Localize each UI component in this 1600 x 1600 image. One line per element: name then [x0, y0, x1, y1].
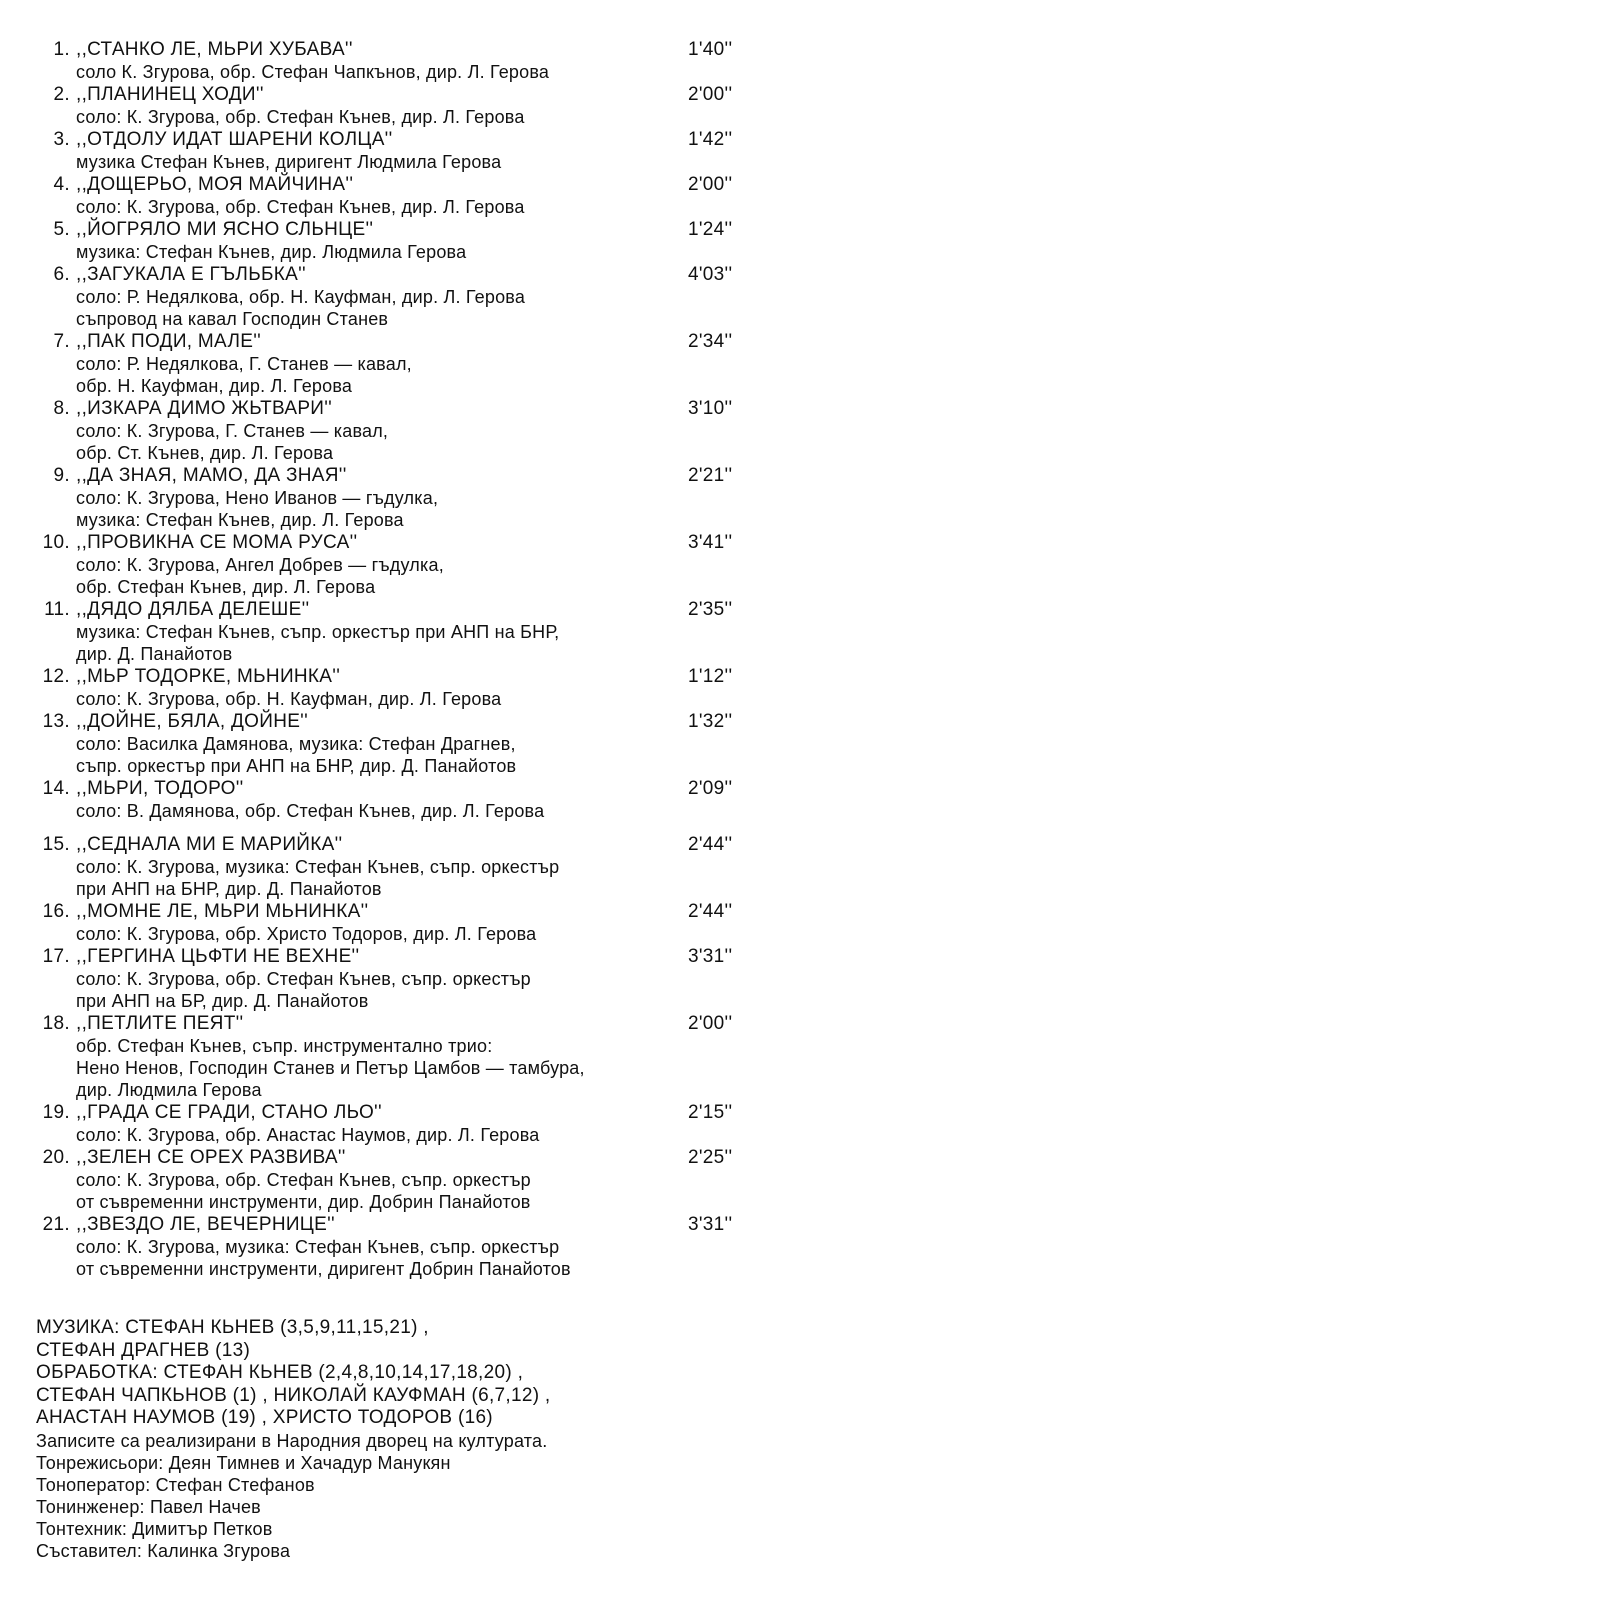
track-title-line [0, 1012, 760, 1035]
track-credit-line: соло: К. Згурова, Нено Иванов — гъдулка, [76, 488, 439, 508]
track-duration: 1'40'' [688, 39, 733, 60]
track-duration: 1'12'' [688, 666, 733, 687]
track-credit-line: дир. Людмила Герова [76, 1080, 262, 1100]
track-item [0, 777, 760, 822]
track-credit-line: дир. Д. Панайотов [76, 644, 233, 664]
track-duration: 4'03'' [688, 264, 733, 285]
track-credit-line: соло: К. Згурова, обр. Стефан Кънев, дир. Л. Герова [76, 197, 525, 217]
track-credit-line: обр. Ст. Кънев, дир. Л. Герова [76, 443, 334, 463]
track-title-line [0, 945, 760, 968]
credit-note-line: Тоноператор: Стефан Стефанов [36, 1474, 315, 1495]
track-title-line [0, 710, 760, 733]
track-title-line [0, 173, 760, 196]
track-title: ,,СТАНКО ЛЕ, МЬРИ ХУБАВА'' [76, 39, 353, 60]
track-title: ,,ГРАДА СЕ ГРАДИ, СТАНО ЛЬО'' [76, 1102, 382, 1123]
track-title: ,,ЙОГРЯЛО МИ ЯСНО СЛЬНЦЕ'' [76, 219, 374, 240]
track-number: 7. [53, 331, 70, 352]
track-item [0, 330, 760, 397]
track-title: ,,ДА ЗНАЯ, МАМО, ДА ЗНАЯ'' [76, 465, 347, 486]
track-duration: 2'34'' [688, 331, 733, 352]
track-number: 13. [42, 711, 70, 732]
credit-caps-line: АНАСТАН НАУМОВ (19) , ХРИСТО ТОДОРОВ (16) [36, 1407, 493, 1428]
track-credit-line: соло: К. Згурова, обр. Стефан Кънев, дир. Л. Герова [76, 107, 525, 127]
track-credit-line: музика: Стефан Кънев, съпр. оркестър при АНП на БНР, [76, 622, 560, 642]
track-title: ,,ОТДОЛУ ИДАТ ШАРЕНИ КОЛЦА'' [76, 129, 393, 150]
track-number: 6. [53, 264, 70, 285]
track-credit-line: соло: К. Згурова, обр. Христо Тодоров, дир. Л. Герова [76, 924, 537, 944]
track-duration: 2'44'' [688, 834, 733, 855]
track-title-line [0, 38, 760, 61]
track-number: 12. [42, 666, 70, 687]
track-number: 8. [53, 398, 70, 419]
track-credit-line: соло: К. Згурова, обр. Анастас Наумов, дир. Л. Герова [76, 1125, 540, 1145]
track-item [0, 464, 760, 531]
track-credit-line: соло К. Згурова, обр. Стефан Чапкънов, дир. Л. Герова [76, 62, 550, 82]
track-list [0, 38, 760, 1280]
credit-caps-line: ОБРАБОТКА: СТЕФАН КЬНЕВ (2,4,8,10,14,17,18,20) , [36, 1362, 524, 1383]
track-number: 4. [53, 174, 70, 195]
track-number: 19. [42, 1102, 70, 1123]
track-title: ,,ДОЩЕРЬО, МОЯ МАЙЧИНА'' [76, 174, 354, 195]
track-item [0, 598, 760, 665]
track-title-line [0, 128, 760, 151]
track-title-line [0, 1101, 760, 1124]
track-credit-line: соло: К. Згурова, обр. Стефан Кънев, съпр. оркестър [76, 969, 531, 989]
track-credit-line: съпр. оркестър при АНП на БНР, дир. Д. Панайотов [76, 756, 517, 776]
track-credit-line: соло: К. Згурова, Г. Станев — кавал, [76, 421, 389, 441]
track-title: ,,ПЕТЛИТЕ ПЕЯТ'' [76, 1013, 244, 1034]
track-credit-line: музика Стефан Кънев, диригент Людмила Герова [76, 152, 502, 172]
track-duration: 1'32'' [688, 711, 733, 732]
track-title-line [0, 531, 760, 554]
track-credit-line: от съвременни инструменти, диригент Добрин Панайотов [76, 1259, 571, 1279]
credits-block [36, 1317, 756, 1562]
credit-note-line: Тонинженер: Павел Начев [36, 1496, 261, 1517]
track-duration: 2'00'' [688, 1013, 733, 1034]
track-number: 20. [42, 1147, 70, 1168]
track-duration: 2'15'' [688, 1102, 733, 1123]
credit-note-line: Записите са реализирани в Народния дворец на културата. [36, 1430, 548, 1451]
track-duration: 2'44'' [688, 901, 733, 922]
track-number: 1. [53, 39, 70, 60]
track-number: 10. [42, 532, 70, 553]
track-duration: 1'42'' [688, 129, 733, 150]
track-duration: 2'00'' [688, 174, 733, 195]
track-title: ,,ЗАГУКАЛА Е ГЪЛЬБКА'' [76, 264, 306, 285]
track-item [0, 1012, 760, 1101]
track-title: ,,МЬРИ, ТОДОРО'' [76, 778, 244, 799]
credit-caps-line: СТЕФАН ЧАПКЬНОВ (1) , НИКОЛАЙ КАУФМАН (6,7,12) , [36, 1384, 551, 1406]
track-duration: 2'00'' [688, 84, 733, 105]
track-credit-line: музика: Стефан Кънев, дир. Л. Герова [76, 510, 404, 530]
track-duration: 1'24'' [688, 219, 733, 240]
track-credit-line: при АНП на БР, дир. Д. Панайотов [76, 991, 369, 1011]
track-duration: 3'41'' [688, 532, 733, 553]
track-title-line [0, 833, 760, 856]
track-number: 17. [42, 946, 70, 967]
track-credit-line: при АНП на БНР, дир. Д. Панайотов [76, 879, 382, 899]
track-title: ,,ЗЕЛЕН СЕ ОРЕХ РАЗВИВА'' [76, 1147, 346, 1168]
track-number: 9. [53, 465, 70, 486]
track-duration: 3'31'' [688, 1214, 733, 1235]
track-title: ,,ИЗКАРА ДИМО ЖЬТВАРИ'' [76, 398, 333, 419]
track-item [0, 128, 760, 173]
track-item [0, 900, 760, 945]
track-item [0, 1213, 760, 1280]
track-item [0, 38, 760, 83]
track-credit-line: обр. Н. Кауфман, дир. Л. Герова [76, 376, 353, 396]
track-item [0, 1146, 760, 1213]
track-credit-line: соло: К. Згурова, музика: Стефан Кънев, съпр. оркестър [76, 1237, 560, 1257]
track-title-line [0, 900, 760, 923]
track-duration: 3'10'' [688, 398, 733, 419]
track-duration: 2'25'' [688, 1147, 733, 1168]
track-title: ,,ДОЙНЕ, БЯЛА, ДОЙНЕ'' [76, 711, 309, 732]
credit-note-line: Съставител: Калинка Згурова [36, 1540, 291, 1561]
track-item [0, 173, 760, 218]
track-credit-line: соло: Р. Недялкова, обр. Н. Кауфман, дир. Л. Герова [76, 287, 526, 307]
track-number: 18. [42, 1013, 70, 1034]
track-number: 2. [53, 84, 70, 105]
track-title-line [0, 598, 760, 621]
track-credit-line: Нено Ненов, Господин Станев и Петър Цамбов — тамбура, [76, 1058, 585, 1078]
track-duration: 2'35'' [688, 599, 733, 620]
track-credit-line: соло: Р. Недялкова, Г. Станев — кавал, [76, 354, 412, 374]
track-title-line [0, 464, 760, 487]
credit-note-line: Тонрежисьори: Деян Тимнев и Хачадур Манукян [36, 1452, 451, 1473]
track-duration: 3'31'' [688, 946, 733, 967]
track-item [0, 665, 760, 710]
track-title-line [0, 777, 760, 800]
track-item [0, 531, 760, 598]
track-number: 11. [44, 599, 70, 620]
track-title: ,,СЕДНАЛА МИ Е МАРИЙКА'' [76, 834, 343, 855]
credit-caps-line: МУЗИКА: СТЕФАН КЬНЕВ (3,5,9,11,15,21) , [36, 1317, 429, 1338]
track-title-line [0, 1213, 760, 1236]
track-title: ,,ГЕРГИНА ЦЬФТИ НЕ ВЕХНЕ'' [76, 946, 360, 967]
track-title-line [0, 1146, 760, 1169]
track-title-line [0, 397, 760, 420]
track-item [0, 1101, 760, 1146]
track-title-line [0, 218, 760, 241]
credit-note-line: Тонтехник: Димитър Петков [36, 1518, 273, 1539]
track-title-line [0, 665, 760, 688]
track-item [0, 218, 760, 263]
track-number: 15. [42, 834, 70, 855]
track-credit-line: музика: Стефан Кънев, дир. Людмила Герова [76, 242, 467, 262]
track-item [0, 833, 760, 900]
track-item [0, 397, 760, 464]
credit-caps-line: СТЕФАН ДРАГНЕВ (13) [36, 1339, 251, 1361]
track-duration: 2'21'' [688, 465, 733, 486]
track-credit-line: соло: Василка Дамянова, музика: Стефан Драгнев, [76, 734, 516, 754]
track-number: 21. [42, 1214, 70, 1235]
track-duration: 2'09'' [688, 778, 733, 799]
track-credit-line: обр. Стефан Кънев, съпр. инструментално трио: [76, 1036, 493, 1056]
track-credit-line: обр. Стефан Кънев, дир. Л. Герова [76, 577, 376, 597]
track-title: ,,ДЯДО ДЯЛБА ДЕЛЕШЕ'' [76, 599, 310, 620]
credits-production-notes [36, 1430, 756, 1562]
track-title-line [0, 330, 760, 353]
track-title-line [0, 83, 760, 106]
track-title: ,,ЗВЕЗДО ЛЕ, ВЕЧЕРНИЦЕ'' [76, 1214, 335, 1235]
track-item [0, 945, 760, 1012]
track-item [0, 710, 760, 777]
track-credit-line: соло: К. Згурова, обр. Стефан Кънев, съпр. оркестър [76, 1170, 531, 1190]
track-title: ,,ПАК ПОДИ, МАЛЕ'' [76, 331, 262, 352]
track-item [0, 263, 760, 330]
track-credit-line: от съвременни инструменти, дир. Добрин Панайотов [76, 1192, 531, 1212]
track-credit-line: соло: К. Згурова, обр. Н. Кауфман, дир. Л. Герова [76, 689, 502, 709]
track-credit-line: соло: В. Дамянова, обр. Стефан Кънев, дир. Л. Герова [76, 801, 545, 821]
track-credit-line: съпровод на кавал Господин Станев [76, 309, 389, 329]
track-credit-line: соло: К. Згурова, Ангел Добрев — гъдулка, [76, 555, 444, 575]
track-title: ,,ПРОВИКНА СЕ МОМА РУСА'' [76, 532, 358, 553]
track-number: 3. [53, 129, 70, 150]
track-title: ,,ПЛАНИНЕЦ ХОДИ'' [76, 84, 264, 105]
credits-composers [36, 1317, 756, 1430]
track-title: ,,МЬР ТОДОРКЕ, МЬНИНКА'' [76, 666, 341, 687]
track-credit-line: соло: К. Згурова, музика: Стефан Кънев, съпр. оркестър [76, 857, 560, 877]
track-number: 14. [42, 778, 70, 799]
track-item [0, 83, 760, 128]
track-title-line [0, 263, 760, 286]
track-number: 16. [42, 901, 70, 922]
track-number: 5. [53, 219, 70, 240]
track-title: ,,МОМНЕ ЛЕ, МЬРИ МЬНИНКА'' [76, 901, 369, 922]
